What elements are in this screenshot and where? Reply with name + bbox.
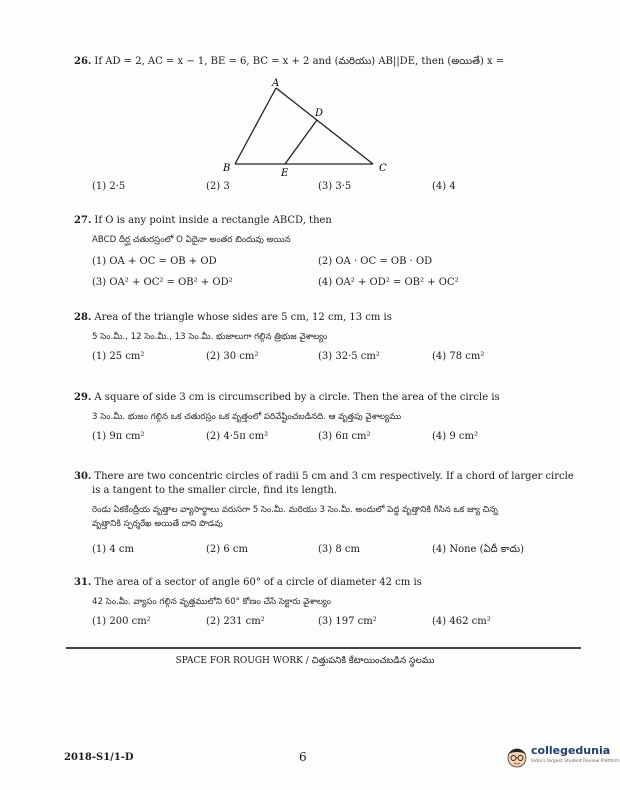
page-number: 6 bbox=[299, 750, 307, 764]
question-number: 30. bbox=[74, 471, 92, 482]
question-text: The area of a sector of angle 60° of a circle of diameter 42 cm is bbox=[94, 577, 422, 588]
telugu-text: 3 సెం.మీ. భుజం గల్గిన ఒక చతురస్రం ఒక వృత్తంలో పరివేష్టించబడినది. ఆ వృత్తపు వైశాల్యము bbox=[92, 412, 402, 422]
question-text: A square of side 3 cm is circumscribed by a circle. Then the area of the circle is bbox=[94, 392, 500, 403]
option-1[interactable]: (1) 2·5 bbox=[92, 181, 126, 192]
question-text-line-1: There are two concentric circles of radii 5 cm and 3 cm respectively. If a chord of larger circle bbox=[94, 471, 574, 482]
vertex-label-e: E bbox=[281, 168, 289, 179]
collegedunia-logo[interactable] bbox=[503, 742, 620, 772]
option-3[interactable]: (3) 6π cm² bbox=[318, 431, 371, 442]
telugu-text: 42 సెం.మీ. వ్యాసం గల్గిన వృత్తములోని 60° కోణం చేసే సెక్టారు వైశాల్యం bbox=[92, 597, 332, 607]
question-text: If O is any point inside a rectangle ABCD, then bbox=[94, 215, 332, 226]
option-2[interactable]: (2) 6 cm bbox=[206, 544, 248, 555]
option-3[interactable]: (3) 8 cm bbox=[318, 544, 360, 555]
question-28 bbox=[74, 311, 574, 364]
option-2[interactable]: (2) 30 cm² bbox=[206, 351, 259, 362]
option-4[interactable]: (4) 78 cm² bbox=[432, 351, 485, 362]
telugu-text: 5 సెం.మీ., 12 సెం.మీ., 13 సెం.మీ. భుజాలుగా గల్గిన త్రిభుజ వైశాల్యం bbox=[92, 332, 328, 342]
option-1[interactable]: (1) 200 cm² bbox=[92, 616, 151, 627]
option-2[interactable]: (2) 3 bbox=[206, 181, 230, 192]
logo-text: collegedunia bbox=[531, 744, 611, 757]
vertex-label-c: C bbox=[379, 163, 387, 174]
option-4[interactable]: (4) None (ఏదీ కాదు) bbox=[432, 544, 524, 555]
option-4[interactable]: (4) OA² + OD² = OB² + OC² bbox=[318, 277, 459, 288]
option-3[interactable]: (3) 197 cm² bbox=[318, 616, 377, 627]
question-text: If AD = 2, AC = x − 1, BE = 6, BC = x + 2 and (మరియు) AB||DE, then (అయితే) x = bbox=[94, 56, 505, 67]
mascot-icon bbox=[505, 744, 529, 770]
option-1[interactable]: (1) 9π cm² bbox=[92, 431, 145, 442]
question-text: Area of the triangle whose sides are 5 cm, 12 cm, 13 cm is bbox=[94, 312, 392, 323]
option-1[interactable]: (1) 4 cm bbox=[92, 544, 134, 555]
option-4[interactable]: (4) 9 cm² bbox=[432, 431, 478, 442]
rough-work-label: SPACE FOR ROUGH WORK / చిత్తుపనికి కేటాయించబడిన స్థలము bbox=[175, 656, 435, 666]
option-3[interactable]: (3) 32·5 cm² bbox=[318, 351, 380, 362]
question-31 bbox=[74, 576, 574, 629]
option-4[interactable]: (4) 4 bbox=[432, 181, 456, 192]
option-3[interactable]: (3) 3·5 bbox=[318, 181, 352, 192]
telugu-text-line-2: వృత్తానికి స్పర్శరేఖ అయితే దాని పొడవు bbox=[92, 519, 223, 529]
question-number: 31. bbox=[74, 577, 92, 588]
question-number: 26. bbox=[74, 56, 92, 67]
triangle-figure bbox=[215, 78, 400, 178]
option-1[interactable]: (1) OA + OC = OB + OD bbox=[92, 256, 217, 267]
question-number: 27. bbox=[74, 215, 92, 226]
question-26 bbox=[74, 55, 574, 69]
question-text-line-2: is a tangent to the smaller circle, find its length. bbox=[92, 485, 338, 496]
booklet-code: 2018-S1/1-D bbox=[64, 752, 134, 763]
telugu-text-line-1: రెండు ఏకకేంద్రీయ వృత్తాల వ్యాసార్థాలు వరుసగా 5 సెం.మీ. మరియు 3 సెం.మీ. అందులో పెద్ద వృత్తానికి గీసిన ఒక జ్యా చిన్న bbox=[92, 505, 498, 515]
option-1[interactable]: (1) 25 cm² bbox=[92, 351, 145, 362]
question-30 bbox=[74, 470, 574, 557]
logo-tagline: India's largest Student Review Platform bbox=[531, 759, 620, 764]
question-29 bbox=[74, 391, 574, 444]
question-27 bbox=[74, 214, 574, 290]
option-4[interactable]: (4) 462 cm² bbox=[432, 616, 491, 627]
question-number: 28. bbox=[74, 312, 92, 323]
telugu-text: ABCD దీర్ఘ చతురస్రంలో O ఏదైనా అంతర బిందువు అయిన bbox=[92, 235, 291, 245]
option-2[interactable]: (2) OA · OC = OB · OD bbox=[318, 256, 433, 267]
option-2[interactable]: (2) 231 cm² bbox=[206, 616, 265, 627]
divider bbox=[66, 647, 581, 649]
question-26-options bbox=[74, 180, 574, 194]
option-3[interactable]: (3) OA² + OC² = OB² + OD² bbox=[92, 277, 233, 288]
question-number: 29. bbox=[74, 392, 92, 403]
option-2[interactable]: (2) 4·5π cm² bbox=[206, 431, 269, 442]
vertex-label-a: A bbox=[272, 78, 280, 89]
vertex-label-b: B bbox=[223, 163, 231, 174]
vertex-label-d: D bbox=[315, 108, 324, 119]
